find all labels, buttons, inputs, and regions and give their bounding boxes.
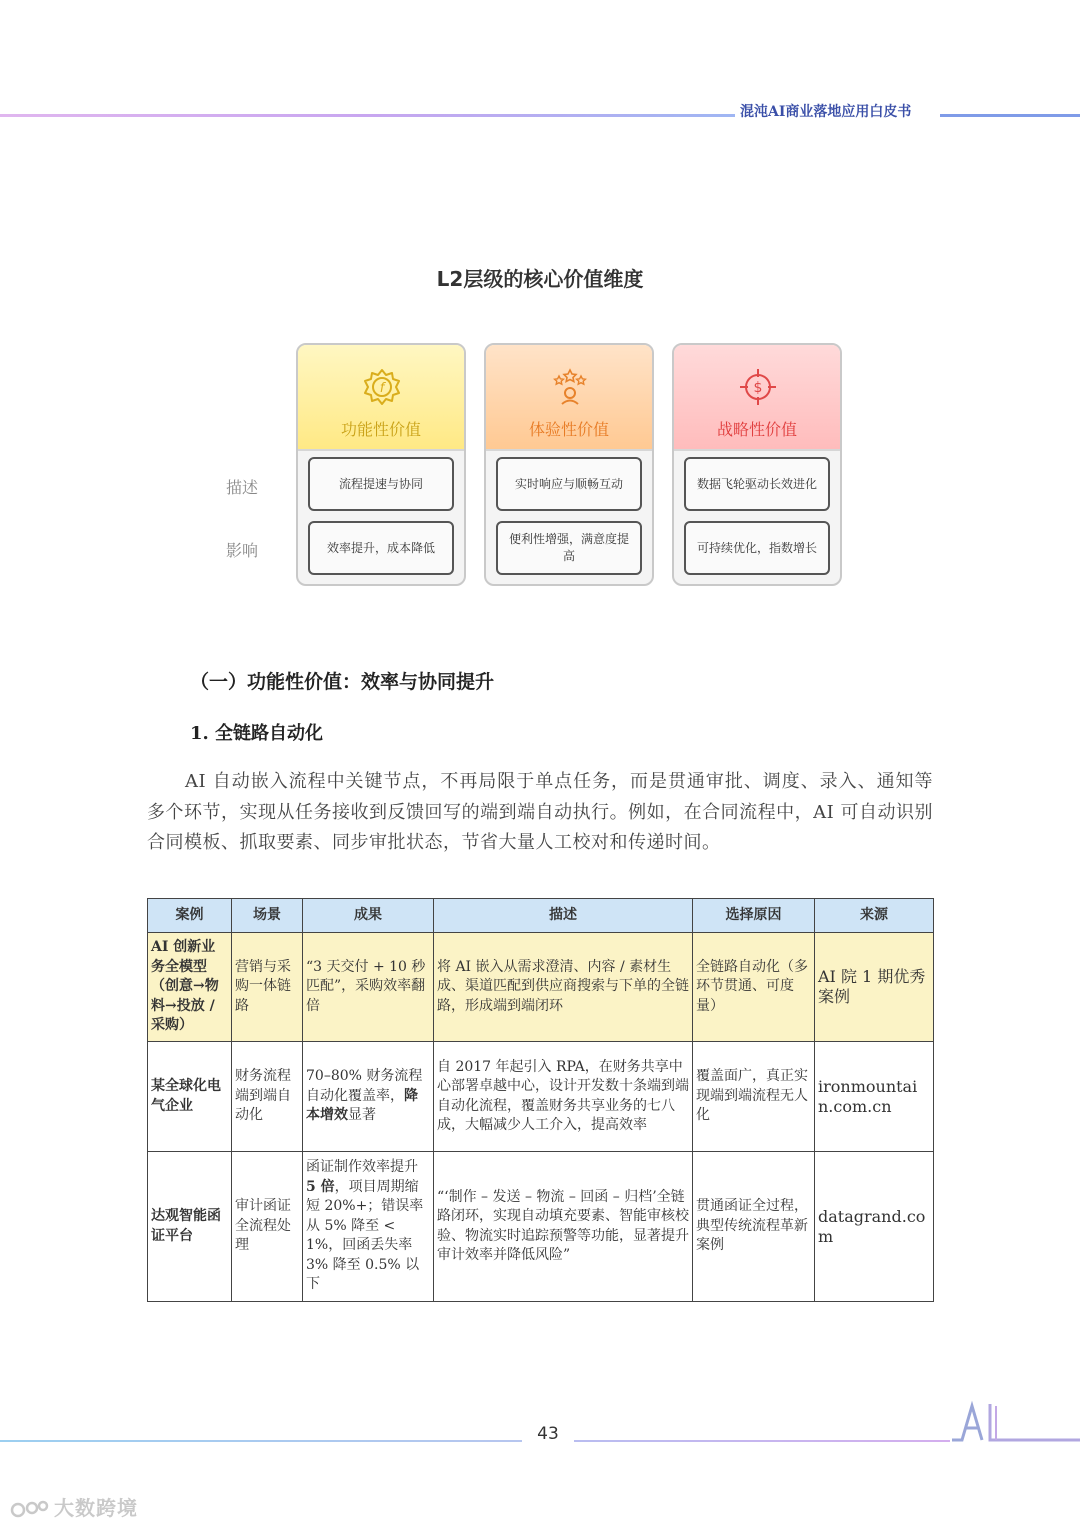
card-header <box>674 345 840 451</box>
cell-description: 自 2017 年起引入 RPA，在财务共享中心部署卓越中心，设计开发数十条端到端自动化流程，覆盖财务共享业务的七八成，大幅减少人工介入，提高效率 <box>434 1042 693 1152</box>
watermark-logo-icon <box>10 1498 50 1522</box>
header-rule-right <box>940 114 1080 117</box>
cell-scene: 营销与采购一体链路 <box>232 933 303 1042</box>
body-paragraph: AI 自动嵌入流程中关键节点，不再局限于单点任务，而是贯通审批、调度、录入、通知等多个环节，实现从任务接收到反馈回写的端到端自动执行。例如，在合同流程中，AI 可自动识别合同模板、抓取要素、同步审批状态，节省大量人工校对和传递时间。 <box>147 771 933 853</box>
row-label-describe: 描述 <box>226 478 259 497</box>
cell-reason: 全链路自动化（多环节贯通、可度量） <box>693 933 815 1042</box>
card-experience-value <box>484 343 654 586</box>
header-result: 成果 <box>303 899 434 933</box>
result-text-tail: ，项目周期缩短 20%+；错误率从 5% 降至 <1%，回函丢失率 3% 降至 0.5% 以下 <box>306 1178 424 1293</box>
cell-source: ironmountain.com.cn <box>815 1042 934 1152</box>
case-table <box>147 898 934 1302</box>
svg-text:$: $ <box>753 380 763 396</box>
card-title: 战略性价值 <box>716 420 797 439</box>
result-text-tail: 显著 <box>348 1107 376 1124</box>
watermark <box>10 1492 138 1522</box>
cell-case: 达观智能函证平台 <box>148 1152 232 1302</box>
subsection-heading: 1. 全链路自动化 <box>190 723 324 744</box>
result-emphasis: 降本增效 <box>306 1087 418 1124</box>
card-header <box>298 345 464 451</box>
cell-scene: 审计函证全流程处理 <box>232 1152 303 1302</box>
result-text: 函证制作效率提升 <box>306 1159 418 1176</box>
cell-description: 将 AI 嵌入从需求澄清、内容 / 素材生成、渠道匹配到供应商搜索与下单的全链路，形成端到端闭环 <box>434 933 693 1042</box>
card-title: 体验性价值 <box>528 420 609 439</box>
header-case: 案例 <box>148 899 232 933</box>
result-emphasis: 5 倍 <box>306 1178 335 1195</box>
header-rule-left <box>0 114 735 117</box>
cell-result <box>303 1152 434 1302</box>
card-impact: 效率提升，成本降低 <box>308 521 454 575</box>
cell-result <box>303 1042 434 1152</box>
stars-person-icon <box>550 367 590 407</box>
header-reason: 选择原因 <box>693 899 815 933</box>
f-gear-icon <box>362 367 402 407</box>
running-header-title: 混沌AI商业落地应用白皮书 <box>740 104 912 120</box>
cell-case: 某全球化电气企业 <box>148 1042 232 1152</box>
table-row <box>148 1042 934 1152</box>
card-description: 实时响应与顺畅互动 <box>496 457 642 511</box>
cell-case: AI 创新业务全模型（创意→物料→投放 / 采购） <box>148 933 232 1042</box>
cell-reason: 覆盖面广，真正实现端到端流程无人化 <box>693 1042 815 1152</box>
card-description: 流程提速与协同 <box>308 457 454 511</box>
dollar-target-icon <box>738 367 778 407</box>
header-source: 来源 <box>815 899 934 933</box>
cell-source: AI 院 1 期优秀案例 <box>815 933 934 1042</box>
card-functional-value <box>296 343 466 586</box>
svg-text:f: f <box>379 381 385 396</box>
cell-scene: 财务流程端到端自动化 <box>232 1042 303 1152</box>
cell-description: “‘制作 – 发送 – 物流 – 回函 – 归档’全链路闭环，实现自动填充要素、智能审核校验、物流实时追踪预警等功能，显著提升审计效率并降低风险” <box>434 1152 693 1302</box>
card-header <box>486 345 652 451</box>
footer-rule-right <box>574 1440 950 1442</box>
table-header-row <box>148 899 934 933</box>
row-label-impact: 影响 <box>226 541 259 560</box>
result-text: “3 天交付 + 10 秒匹配”，采购效率翻倍 <box>306 958 426 1014</box>
card-description: 数据飞轮驱动长效进化 <box>684 457 830 511</box>
header-description: 描述 <box>434 899 693 933</box>
diagram-title: L2层级的核心价值维度 <box>436 267 644 291</box>
page-number: 43 <box>537 1424 559 1444</box>
card-title: 功能性价值 <box>340 420 421 439</box>
result-text: 70–80% 财务流程自动化覆盖率， <box>306 1068 423 1104</box>
table-row <box>148 933 934 1042</box>
card-strategic-value <box>672 343 842 586</box>
card-impact: 便利性增强，满意度提高 <box>496 521 642 575</box>
cell-result <box>303 933 434 1042</box>
card-impact: 可持续优化，指数增长 <box>684 521 830 575</box>
cell-source: datagrand.com <box>815 1152 934 1302</box>
watermark-text: 大数跨境 <box>54 1496 138 1520</box>
footer-rule-left <box>0 1440 522 1442</box>
ai-logo-icon <box>950 1400 1080 1445</box>
section-heading: （一）功能性价值：效率与协同提升 <box>190 671 495 693</box>
table-row <box>148 1152 934 1302</box>
cell-reason: 贯通函证全过程，典型传统流程革新案例 <box>693 1152 815 1302</box>
header-scene: 场景 <box>232 899 303 933</box>
